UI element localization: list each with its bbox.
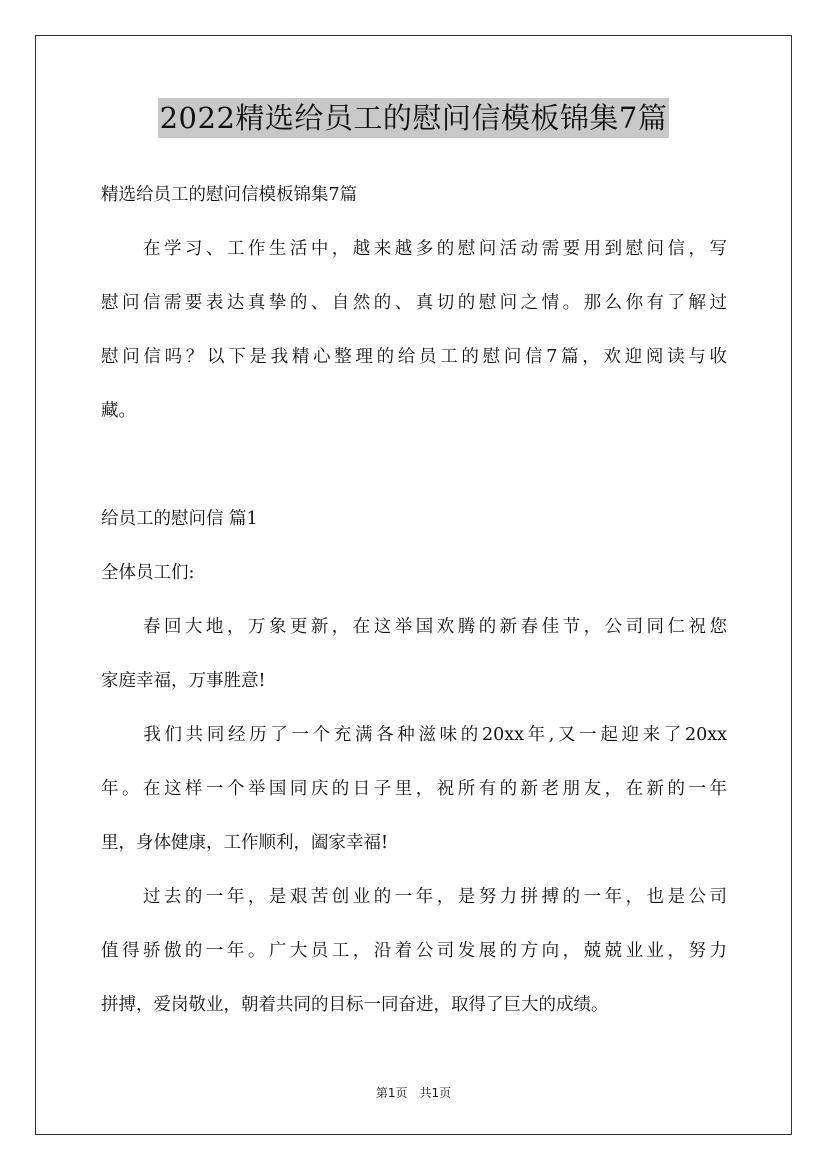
paragraph-line: 过去的一年，是艰苦创业的一年，是努力拼搏的一年，也是公司 [101, 887, 727, 907]
section-heading: 给员工的慰问信 篇1 [101, 509, 258, 529]
paragraph-line: 年。在这样一个举国同庆的日子里，祝所有的新老朋友，在新的一年 [101, 779, 727, 799]
paragraph-line: 慰问信需要表达真挚的、自然的、真切的慰问之情。那么你有了解过 [101, 293, 727, 313]
salutation: 全体员工们: [101, 563, 195, 583]
paragraph-line: 春回大地，万象更新，在这举国欢腾的新春佳节，公司同仁祝您 [101, 617, 727, 637]
paragraph-line: 拼搏，爱岗敬业，朝着共同的目标一同奋进，取得了巨大的成绩。 [101, 995, 609, 1015]
paragraph-line: 慰问信吗？以下是我精心整理的给员工的慰问信7篇，欢迎阅读与收 [101, 347, 727, 367]
paragraph-line: 家庭幸福，万事胜意! [101, 671, 266, 691]
document-title: 2022精选给员工的慰问信模板锦集7篇 [158, 98, 670, 138]
paragraph-line: 里，身体健康，工作顺利，阖家幸福! [101, 833, 389, 853]
page-footer: 第1页 共1页 [375, 1086, 452, 1100]
paragraph-line: 藏。 [101, 401, 136, 421]
subtitle-line: 精选给员工的慰问信模板锦集7篇 [101, 185, 358, 205]
paragraph-line: 我们共同经历了一个充满各种滋味的20xx年,又一起迎来了20xx [101, 725, 727, 745]
paragraph-line: 在学习、工作生活中，越来越多的慰问活动需要用到慰问信，写 [101, 239, 727, 259]
paragraph-line: 值得骄傲的一年。广大员工，沿着公司发展的方向，兢兢业业，努力 [101, 941, 727, 961]
title-container [0, 98, 827, 138]
